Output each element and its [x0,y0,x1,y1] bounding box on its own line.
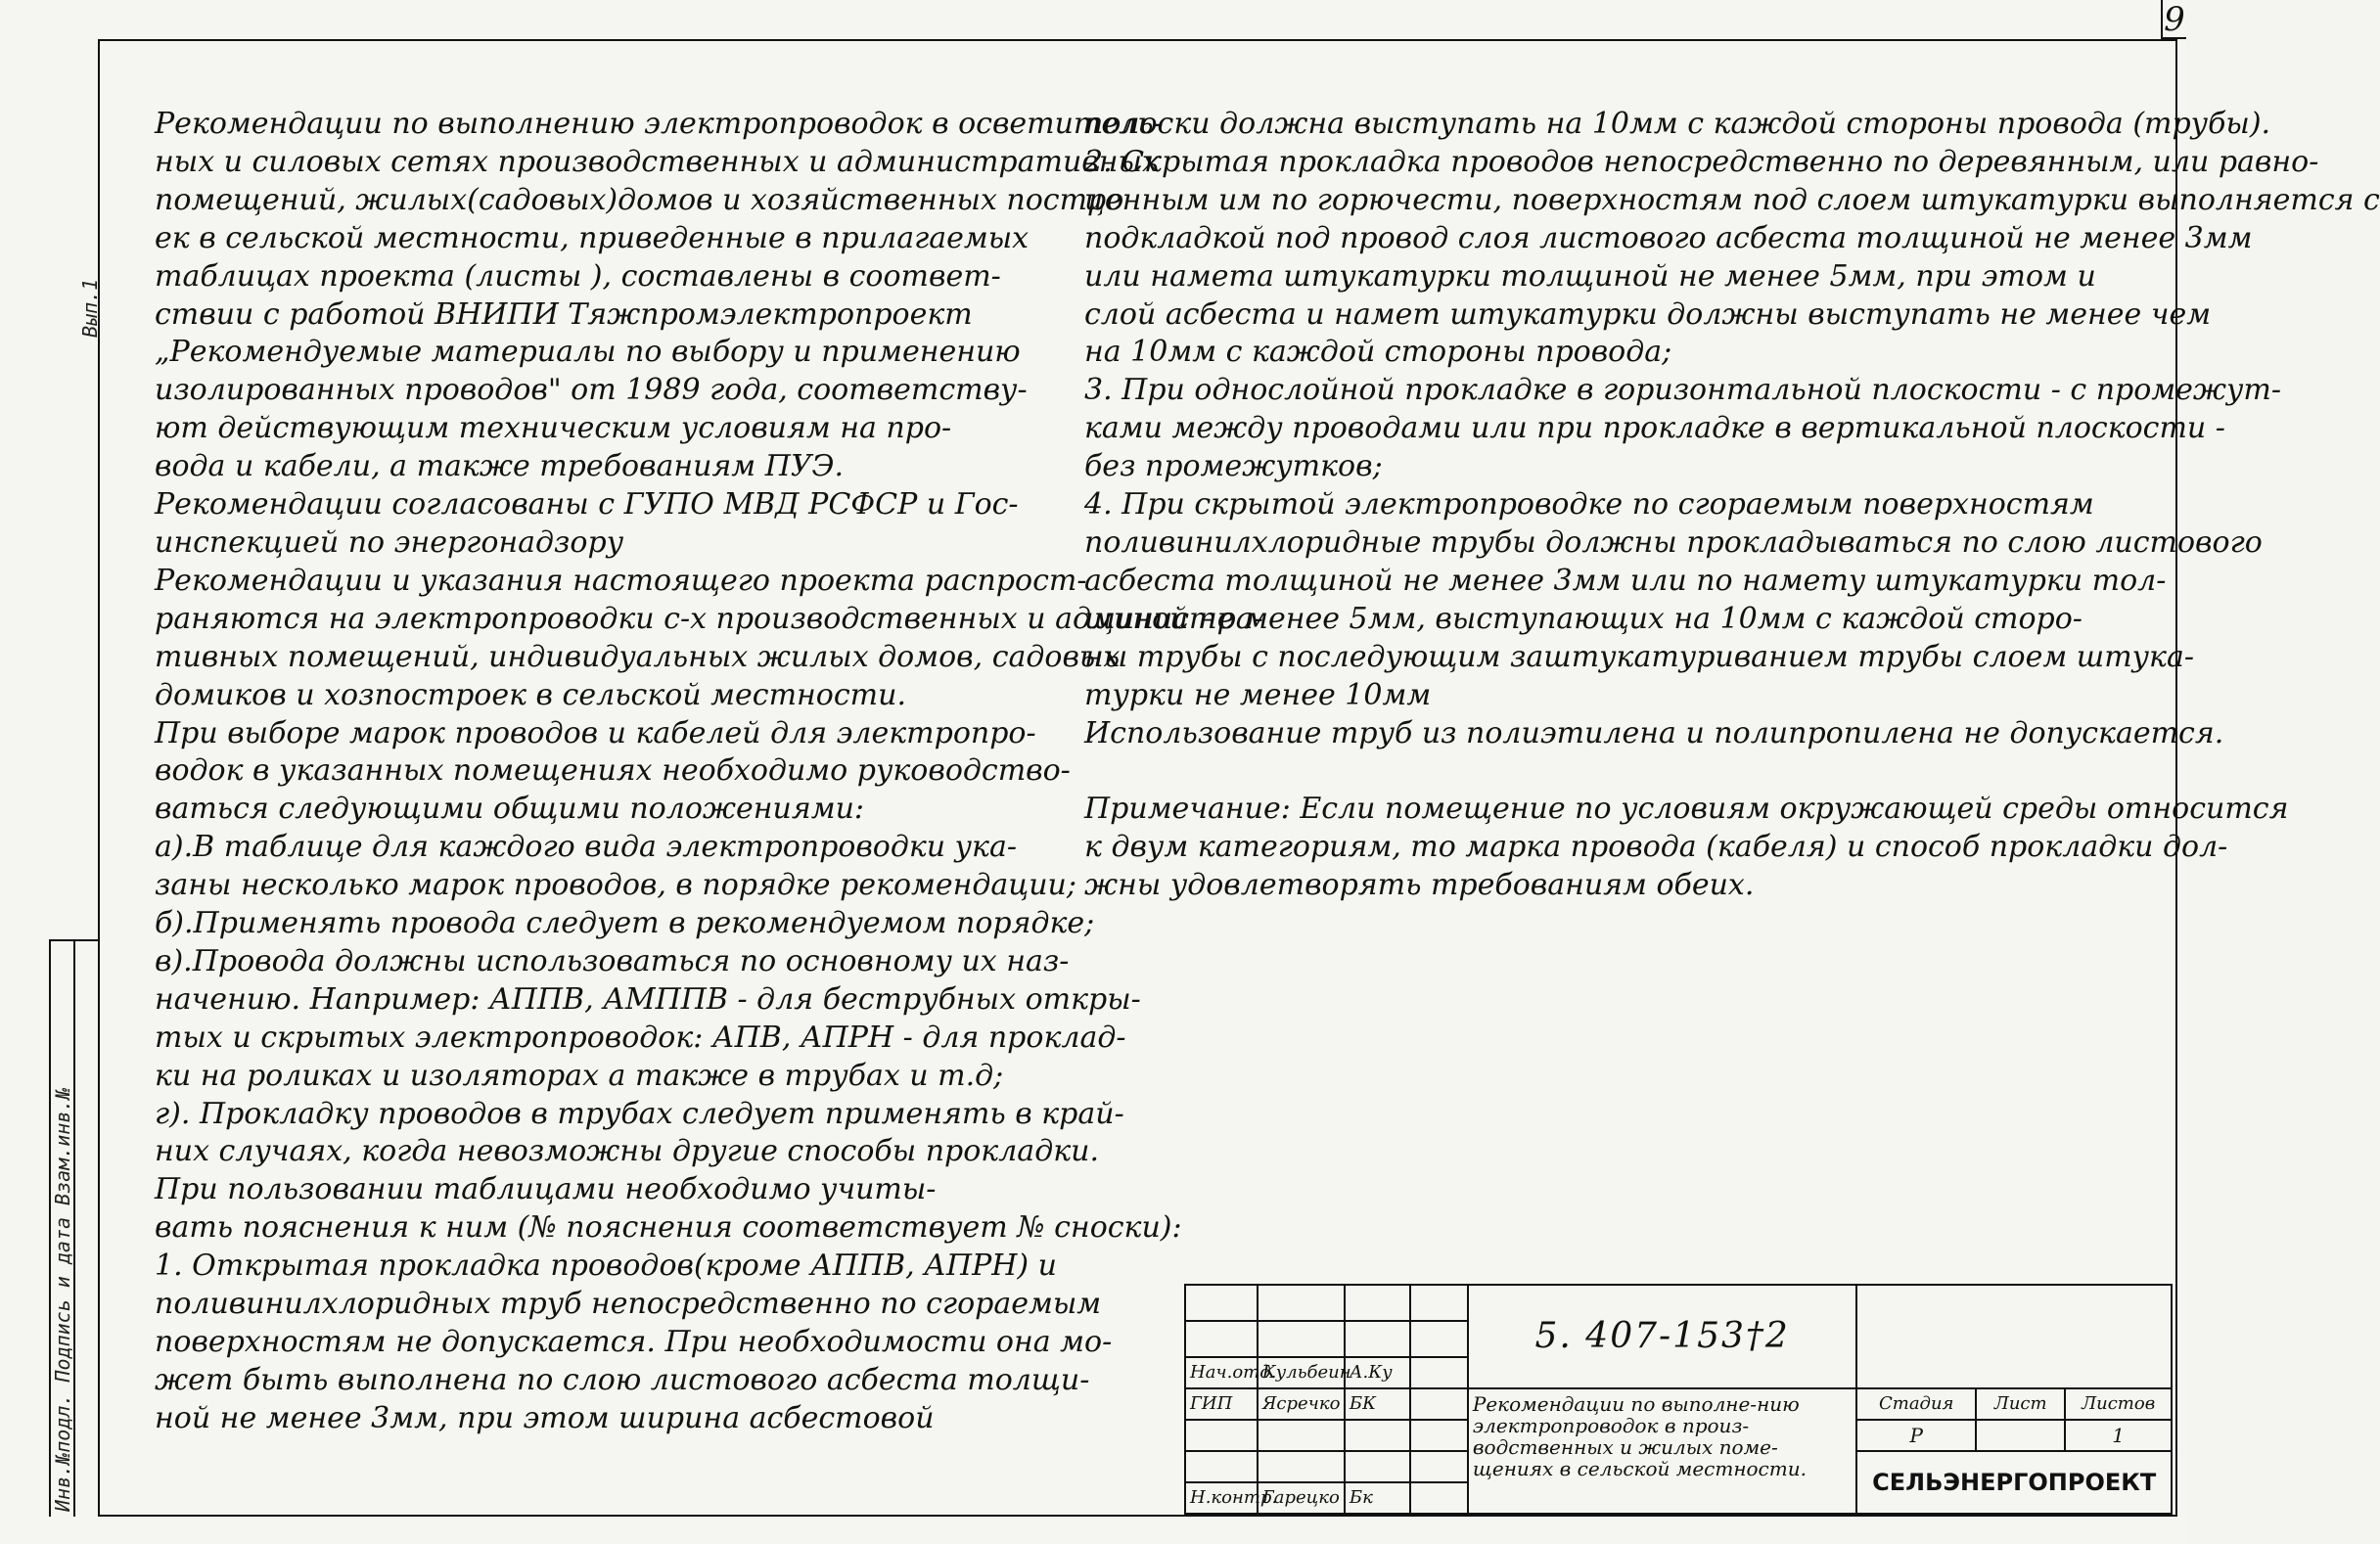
text-line: 3. При однослойной прокладке в горизонтальной плоскости - с промежут- [1084,373,2282,408]
text-line: изолированных проводов" от 1989 года, соответству- [155,373,1028,408]
margin-label-bottom: Инв.№подл. Подпись и дата Взам.инв.№ [51,1087,74,1512]
text-line: 2. Скрытая прокладка проводов непосредственно по деревянным, или равно- [1084,144,2319,179]
text-line: вать пояснения к ним (№ пояснения соответствует № сноски): [155,1210,1182,1246]
sheets-label: Листов [2065,1388,2172,1420]
text-line: поверхностям не допускается. При необходимости она мо- [155,1325,1113,1359]
text-line: ной не менее 3мм, при этом ширина асбестовой [155,1400,935,1435]
text-line: г). Прокладку проводов в трубах следует применять в край- [155,1096,1124,1131]
text-line: ки на роликах и изоляторах а также в трубах и т.д; [155,1058,1004,1093]
role-cell: Нач.отд. [1185,1357,1258,1388]
margin-rule [49,939,98,941]
text-line: ны трубы с последующим заштукатуриванием трубы слоем штука- [1084,639,2194,674]
text-line: поливинилхлоридных труб непосредственно по сгораемым [155,1287,1102,1322]
role-cell: ГИП [1185,1388,1258,1420]
role-cell: Н.контр. [1185,1482,1258,1514]
signature-cell: БК [1345,1388,1410,1420]
text-line: 4. При скрытой электропроводке по сгораемым поверхностям [1084,487,2094,522]
text-line: в).Провода должны использоваться по основному их наз- [155,943,1070,978]
text-line: или намета штукатурки толщиной не менее 5мм, при этом и [1084,258,2096,294]
text-line: водок в указанных помещениях необходимо руководство- [155,753,1071,789]
text-line: ваться следующими общими положениями: [155,792,864,827]
text-line: 1. Открытая прокладка проводов(кроме АППВ, АПРН) и [155,1249,1057,1284]
text-line: слой асбеста и намет штукатурки должны выступать не менее чем [1084,296,2212,332]
signature-cell: А.Ку [1345,1357,1410,1388]
text-line: Использование труб из полиэтилена и полипропилена не допускается. [1084,715,2224,750]
sheet-number: 9 [2161,0,2186,39]
title-block [1184,1284,2173,1515]
text-line: Рекомендации и указания настоящего проекта распрост- [155,563,1087,598]
text-line: ками между проводами или при прокладке в вертикальной плоскости - [1084,411,2225,446]
text-line: тивных помещений, индивидуальных жилых домов, садовых [155,639,1121,674]
text-line: б).Применять провода следует в рекомендуемом порядке; [155,906,1095,941]
name-cell: Кульбеин [1258,1357,1345,1388]
margin-label-top: Вып.1 [78,278,102,338]
text-line: щиной не менее 5мм, выступающих на 10мм с каждой сторо- [1084,601,2082,636]
text-line: При пользовании таблицами необходимо учиты- [155,1172,937,1207]
text-line: на 10мм с каждой стороны провода; [1084,335,1672,370]
text-line: заны несколько марок проводов, в порядке рекомендации; [155,868,1076,903]
signature-cell: Бк [1345,1482,1410,1514]
text-line [1084,752,2380,791]
text-line: к двум категориям, то марка провода (кабеля) и способ прокладки дол- [1084,830,2228,865]
text-line: таблицах проекта (листы ), составлены в соответ- [155,258,1001,294]
text-line: жет быть выполнена по слою листового асбеста толщи- [155,1362,1090,1397]
sheet-label: Лист [1976,1388,2065,1420]
text-line: ек в сельской местности, приведенные в прилагаемых [155,220,1030,255]
organization-name: СЕЛЬЭНЕРГОПРОЕКТ [1856,1451,2172,1514]
text-line: ствии с работой ВНИПИ Тяжпромэлектропроект [155,296,973,332]
document-code: 5. 407-153†2 [1468,1285,1857,1388]
text-line: асбеста толщиной не менее 3мм или по намету штукатурки тол- [1084,563,2167,598]
text-line: „Рекомендуемые материалы по выбору и применению [155,335,1021,370]
text-line: поливинилхлоридные трубы должны прокладываться по слою листового [1084,524,2263,560]
text-line: подкладкой под провод слоя листового асбеста толщиной не менее 3мм [1084,220,2253,255]
text-line: Рекомендации по выполнению электропроводок в осветитель- [155,107,1164,141]
document-title: Рекомендации по выполне-нию электропроводок в произ-водственных и жилых поме-щениях в сельской местности. [1468,1388,1857,1514]
text-line: турки не менее 10мм [1084,677,1432,712]
text-line: Рекомендации согласованы с ГУПО МВД РСФСР и Гос- [155,487,1019,522]
stage-value: Р [1856,1420,1976,1451]
text-line: ценным им по горючести, поверхностям под слоем штукатурки выполняется с [1084,182,2380,217]
text-line: раняются на электропроводки с-х производственных и администра- [155,601,1263,636]
text-line: жны удовлетворять требованиям обеих. [1084,868,1755,903]
text-line: Примечание: Если помещение по условиям окружающей среды относится [1084,792,2289,827]
text-line: них случаях, когда невозможны другие способы прокладки. [155,1134,1099,1169]
name-cell: Гарецко [1258,1482,1345,1514]
text-line: инспекцией по энергонадзору [155,524,624,560]
text-line: без промежутков; [1084,449,1383,484]
text-line: полоски должна выступать на 10мм с каждой стороны провода (трубы). [1084,107,2271,141]
text-line: ных и силовых сетях производственных и административных [155,144,1159,179]
text-line: При выборе марок проводов и кабелей для электропро- [155,715,1036,750]
text-line: домиков и хозпостроек в сельской местности. [155,677,906,712]
stage-label: Стадия [1856,1388,1976,1420]
text-line: а).В таблице для каждого вида электропроводки ука- [155,830,1017,865]
right-text-column [1084,106,2380,905]
text-line: вода и кабели, а также требованиям ПУЭ. [155,449,845,484]
text-line: начению. Например: АППВ, АМППВ - для беструбных откры- [155,981,1141,1017]
sheets-value: 1 [2065,1420,2172,1451]
text-line: помещений, жилых(садовых)домов и хозяйственных постро [155,182,1124,217]
text-line: ют действующим техническим условиям на про- [155,411,952,446]
name-cell: Ясречко [1258,1388,1345,1420]
text-line: тых и скрытых электропроводок: АПВ, АПРН - для проклад- [155,1020,1126,1055]
